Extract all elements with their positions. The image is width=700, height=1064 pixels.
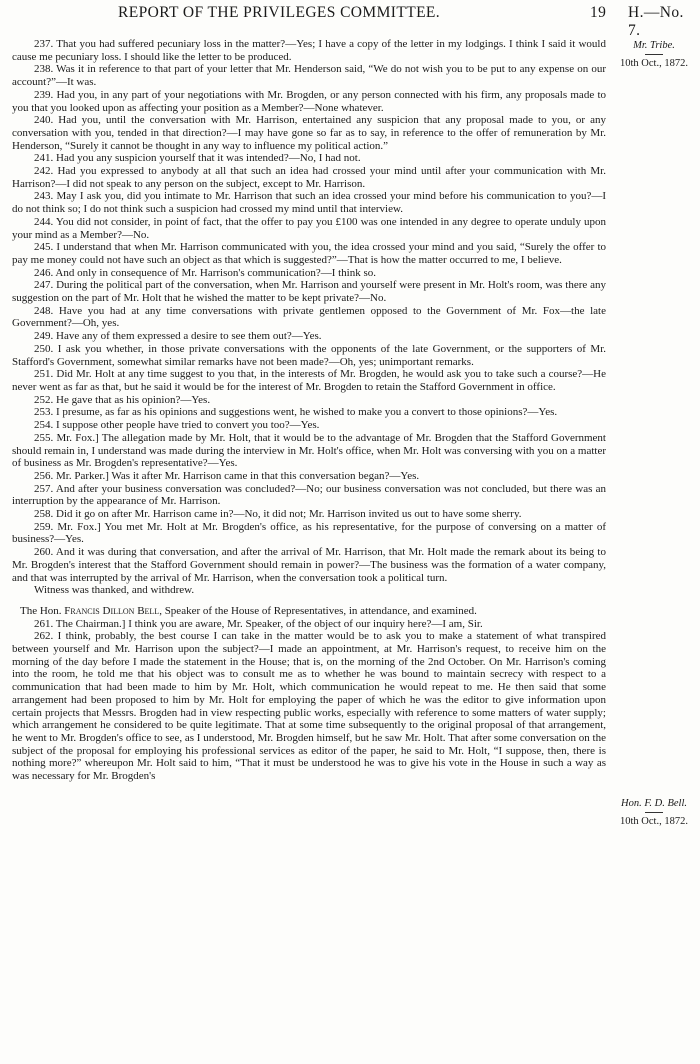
evidence-paragraph: 239. Had you, in any part of your negotiations with Mr. Brogden, or any person connected with his firm, any proposals made to you that you looked upon as affecting your position as a Member?—None whatever. bbox=[12, 88, 606, 114]
evidence-paragraph: 250. I ask you whether, in those private conversations with the opponents of the late Government, or the supporters of Mr. Stafford's Government, somewhat similar remarks have not been made?—Oh, yes; unimportant remarks. bbox=[12, 342, 606, 368]
witness-heading-text bbox=[12, 605, 606, 618]
evidence-paragraph: 237. That you had suffered pecuniary loss in the matter?—Yes; I have a copy of the letter in my lodgings. I think I said it would cause me pecuniary loss. I should like the letter to be produced. bbox=[12, 38, 606, 63]
evidence-paragraph: 251. Did Mr. Holt at any time suggest to you that, in the interests of Mr. Brogden, he would ask you to take such a course?—He never went as far as that, but he said it would be for the interest of Mr. Brogden to retain the Stafford Government in office. bbox=[12, 368, 606, 393]
evidence-paragraph: 249. Have any of them expressed a desire to see them out?—Yes. bbox=[34, 330, 322, 343]
evidence-paragraph: 243. May I ask you, did you intimate to Mr. Harrison that such an idea crossed your mind before his communication to you?—I do not think so; I do not think such a suspicion had crossed my mind until that interview. bbox=[12, 190, 606, 216]
evidence-body bbox=[12, 38, 606, 783]
margin-rule bbox=[645, 54, 663, 55]
evidence-paragraph: 242. Had you expressed to anybody at all that such an idea had crossed your mind until after your communication with Mr. Harrison?—I did not speak to any person on the subject, except to Mr. Harrison. bbox=[12, 165, 606, 190]
evidence-paragraph: 253. I presume, as far as his opinions and suggestions went, he wished to make you a convert to those opinions?—Yes. bbox=[34, 406, 558, 419]
evidence-paragraph: 255. Mr. Fox.] The allegation made by Mr. Holt, that it would be to the advantage of Mr. Brogden that the Stafford Government should remain in, I understand was made during the interview in Mr. Holt's office, when Mr. Holt was conversing with you on a matter of business as Mr. Brogden's representative?—Yes. bbox=[12, 431, 606, 470]
evidence-paragraph: 254. I suppose other people have tried to convert you too?—Yes. bbox=[34, 419, 320, 432]
margin-witness-name: Mr. Tribe. bbox=[633, 40, 675, 51]
evidence-paragraph: 256. Mr. Parker.] Was it after Mr. Harrison came in that this conversation began?—Yes. bbox=[34, 469, 420, 482]
evidence-paragraph: 252. He gave that as his opinion?—Yes. bbox=[34, 393, 211, 406]
witness-name: Francis Dillon Bell bbox=[64, 604, 160, 617]
evidence-paragraph: 248. Have you had at any time conversations with private gentlemen opposed to the Government of Mr. Fox—the late Government?—Oh, yes. bbox=[12, 304, 606, 330]
document-reference: H.—No. 7. bbox=[628, 4, 684, 39]
evidence-paragraph: 258. Did it go on after Mr. Harrison came in?—No, it did not; Mr. Harrison invited us out to have some sherry. bbox=[34, 508, 522, 521]
page-header bbox=[0, 4, 700, 39]
evidence-paragraph: 247. During the political part of the conversation, when Mr. Harrison and yourself were present in Mr. Holt's room, was there any suggestion on the part of Mr. Holt that he wished the matter to be kept private?—No. bbox=[12, 279, 606, 305]
margin-note-bell bbox=[610, 798, 698, 827]
page-number: 19 bbox=[590, 4, 607, 21]
margin-rule bbox=[645, 812, 663, 813]
evidence-paragraph: 240. Had you, until the conversation with Mr. Harrison, entertained any suspicion that any proposal made to you, or any conversation with you, tended in that direction?—I may have gone so far as to say, in reference to the offer of remuneration by Mr. Henderson, “Surely it cannot be thought in any way to influence my political action.” bbox=[12, 114, 606, 152]
margin-date: 10th Oct., 1872. bbox=[620, 816, 688, 827]
margin-note-tribe bbox=[610, 40, 698, 69]
witness-withdrew-note: Witness was thanked, and withdrew. bbox=[34, 584, 195, 597]
evidence-paragraph: 262. I think, probably, the best course I can take in the matter would be to ask you to make a statement of what transpired between yourself and Mr. Harrison upon the subject?—I made an appointment, at Mr. Harrison's request, to receive him on the morning of the day before I made the statement in the House; that is, on the morning of the 2nd October. On Mr. Harrison's coming into the room, he told me that his object was to consult me as to whether he was bound to maintain secrecy with respect to a communication that had been made to him by Mr. Holt, which communication he would repeat to me. He then said that some arrangement had been proposed to him by Mr. Holt for employing the paper of which he was the editor to give information upon certain projects that Messrs. Brogden had in view respecting public works, especially with reference to some matters of water supply; which arrangement he considered to be quite legitimate. That at some time subsequently to the original proposal of that arrangement, he went to Mr. Brogden's office to see, as I understood, Mr. Brogden himself, but he saw Mr. Holt. That after some conversation on the subject of the proposal for employing his professional services as editor of the paper, he said to Mr. Holt, “I suppose, then, there is nothing more?” whereupon Mr. Holt said to him, “That it must be understood he was to give his vote in the House in such a way as was necessary for Mr. Brogden's bbox=[12, 630, 606, 783]
evidence-paragraph: 259. Mr. Fox.] You met Mr. Holt at Mr. Brogden's office, as his representative, for the purpose of conversing on a matter of business?—Yes. bbox=[12, 520, 606, 546]
witness-section-heading bbox=[12, 605, 606, 618]
evidence-paragraph: 246. And only in consequence of Mr. Harrison's communication?—I think so. bbox=[34, 266, 377, 279]
evidence-paragraph: 245. I understand that when Mr. Harrison communicated with you, the idea crossed your mind and you said, “Surely the offer to pay me money could not have such an object as that which is suggested?”—That is how the matter occurred to me, I believe. bbox=[12, 241, 606, 266]
margin-witness-name: Hon. F. D. Bell. bbox=[620, 798, 687, 809]
heading-prefix: The Hon. bbox=[20, 604, 62, 617]
evidence-paragraph: 238. Was it in reference to that part of your letter that Mr. Henderson said, “We do not wish you to be put to any expense on our account?”—It was. bbox=[12, 63, 606, 89]
margin-date: 10th Oct., 1872. bbox=[620, 58, 688, 69]
heading-suffix: , Speaker of the House of Representatives, in attendance, and examined. bbox=[159, 604, 477, 617]
evidence-paragraph: 241. Had you any suspicion yourself that it was intended?—No, I had not. bbox=[34, 152, 361, 165]
evidence-paragraph: 244. You did not consider, in point of fact, that the offer to pay you £100 was one intended in any degree to operate unduly upon your mind as a Member?—No. bbox=[12, 215, 606, 241]
evidence-paragraph: 257. And after your business conversation was concluded?—No; our business conversation was not concluded, but there was an interruption by the appearance of Mr. Harrison. bbox=[12, 482, 606, 508]
evidence-paragraph: 261. The Chairman.] I think you are aware, Mr. Speaker, of the object of our inquiry here?—I am, Sir. bbox=[34, 617, 483, 630]
evidence-paragraph: 260. And it was during that conversation, and after the arrival of Mr. Harrison, that Mr. Holt made the remark about its being to Mr. Brogden's interest that the Stafford Government should remain in power?—The business was the formation of a water company, and that was interrupted by the arrival of Mr. Harrison, when the conversation took a political turn. bbox=[12, 546, 606, 584]
report-title: REPORT OF THE PRIVILEGES COMMITTEE. bbox=[118, 4, 441, 21]
